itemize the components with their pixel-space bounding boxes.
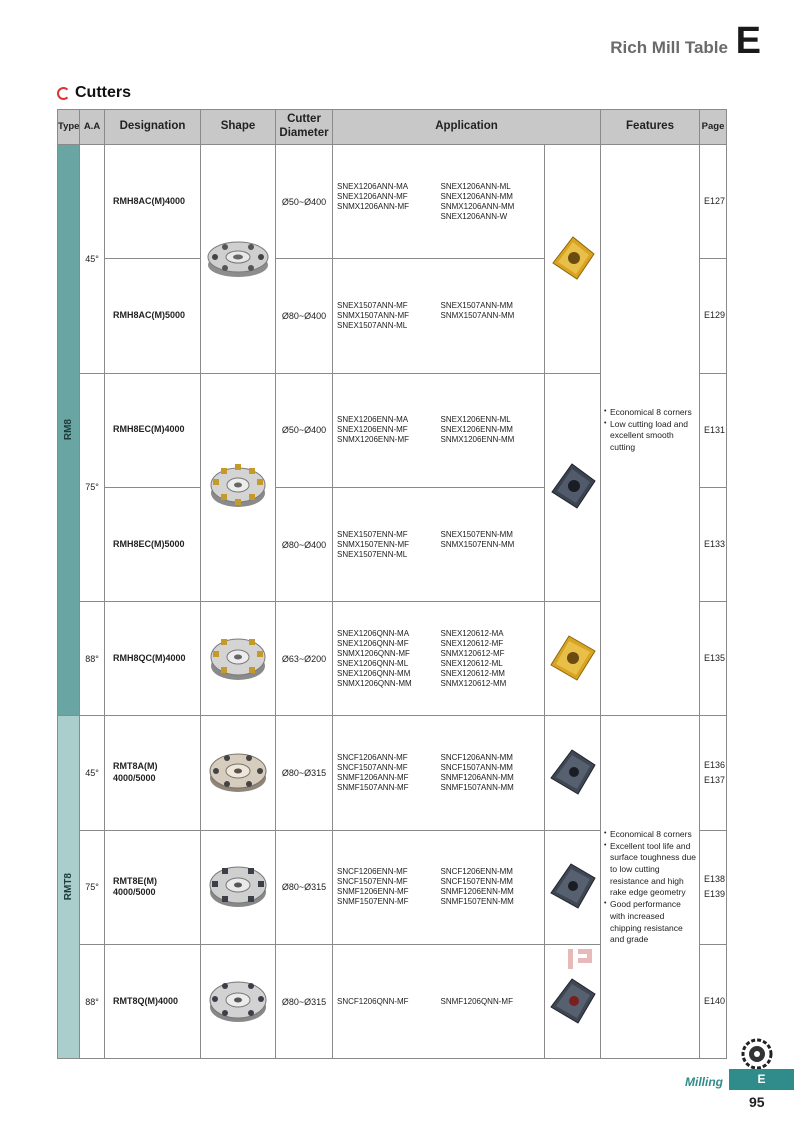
application-cell xyxy=(333,830,545,944)
circular-arrow-icon xyxy=(57,87,70,100)
insert-list-right: SNEX1507ENN-MM SNMX1507ENN-MM xyxy=(440,529,515,549)
page-reference: E127 xyxy=(700,145,727,259)
insert-list-left: SNEX1206ENN-MA SNEX1206ENN-MF SNMX1206ENN-MF xyxy=(337,415,410,445)
features-cell-rmt8 xyxy=(601,716,700,1059)
application-cell xyxy=(333,259,545,373)
type-label-rm8: RM8 xyxy=(63,418,74,440)
insert-image xyxy=(545,716,601,830)
application-cell xyxy=(333,373,545,487)
page-reference: E131 xyxy=(700,373,727,487)
footer-section-name: Milling xyxy=(685,1075,723,1089)
insert-list-right: SNEX120612-MA SNEX120612-MF SNMX120612-MF SNEX120612-ML SNEX120612-MM SNMX120612-MM xyxy=(440,628,507,688)
face-mill-cutter-icon xyxy=(207,459,269,513)
page-reference: E138 E139 xyxy=(700,830,727,944)
face-mill-cutter-icon xyxy=(207,630,269,686)
table-row xyxy=(58,716,727,830)
approach-angle: 45° xyxy=(80,145,105,374)
section-title: Cutters xyxy=(75,84,132,101)
cutter-diameter: Ø50~Ø400 xyxy=(276,373,333,487)
designation: RMH8QC(M)4000 xyxy=(105,602,201,716)
feature-item: • Low cutting load and excellent smooth cutting xyxy=(604,419,696,454)
insert-list-right: SNEX1206ENN-ML SNEX1206ENN-MM SNMX1206ENN-MM xyxy=(440,415,515,445)
dark-square-insert-icon xyxy=(548,461,598,511)
insert-list-left: SNCF1206QNN-MF xyxy=(337,996,409,1006)
application-cell xyxy=(333,487,545,601)
page-reference: E129 xyxy=(700,259,727,373)
application-cell xyxy=(333,602,545,716)
watermark xyxy=(564,946,604,977)
cutter-shape-image xyxy=(201,602,276,716)
cutter-diameter: Ø80~Ø400 xyxy=(276,487,333,601)
watermark-logo xyxy=(564,946,604,972)
approach-angle: 45° xyxy=(80,716,105,830)
page-number: 95 xyxy=(749,1094,765,1110)
dark-square-insert-icon xyxy=(548,976,598,1026)
cutter-diameter: Ø80~Ø315 xyxy=(276,830,333,944)
page-reference: E140 xyxy=(700,945,727,1059)
type-cell-rmt8 xyxy=(58,716,80,1059)
milling-cutter-icon xyxy=(741,1038,773,1070)
section-heading xyxy=(57,84,131,102)
cutter-diameter: Ø80~Ø400 xyxy=(276,259,333,373)
cutter-diameter: Ø80~Ø315 xyxy=(276,716,333,830)
cutter-shape-image xyxy=(201,716,276,830)
type-label-rmt8: RMT8 xyxy=(63,872,74,901)
insert-image xyxy=(545,145,601,374)
insert-list-right: SNMF1206QNN-MF xyxy=(440,996,513,1006)
dark-square-insert-icon xyxy=(548,861,598,911)
feature-item: • Excellent tool life and surface toughness due to low cutting resistance and high rake edge geometry xyxy=(604,841,696,900)
cutter-shape-image xyxy=(201,945,276,1059)
col-page: Page xyxy=(700,110,727,145)
designation: RMT8E(M) 4000/5000 xyxy=(105,830,201,944)
page-header-title: Rich Mill Table xyxy=(610,38,728,57)
insert-image xyxy=(545,373,601,602)
insert-list-left: SNCF1206ENN-MF SNCF1507ENN-MF SNMF1206ENN-MF SNMF1507ENN-MF xyxy=(337,867,409,907)
cutter-diameter: Ø50~Ø400 xyxy=(276,145,333,259)
face-mill-cutter-icon xyxy=(207,861,269,911)
feature-item: • Economical 8 corners xyxy=(604,407,696,419)
footer-section-tab: E xyxy=(729,1069,794,1090)
face-mill-cutter-icon xyxy=(205,235,271,281)
insert-list-left: SNEX1507ANN-MF SNMX1507ANN-MF SNEX1507ANN-ML xyxy=(337,300,410,330)
cutters-table xyxy=(57,109,727,1059)
insert-list-left: SNEX1206ANN-MA SNEX1206ANN-MF SNMX1206ANN-MF xyxy=(337,181,410,211)
feature-item: • Good performance with increased chipping resistance and grade xyxy=(604,899,696,946)
features-cell-rm8 xyxy=(601,145,700,716)
designation: RMH8EC(M)4000 xyxy=(105,373,201,487)
cutter-diameter: Ø63~Ø200 xyxy=(276,602,333,716)
approach-angle: 88° xyxy=(80,945,105,1059)
col-aa: A.A xyxy=(80,110,105,145)
col-designation: Designation xyxy=(105,110,201,145)
cutter-diameter: Ø80~Ø315 xyxy=(276,945,333,1059)
insert-list-right: SNCF1206ENN-MM SNCF1507ENN-MM SNMF1206ENN-MM SNMF1507ENN-MM xyxy=(440,867,514,907)
approach-angle: 75° xyxy=(80,373,105,602)
cutter-shape-image xyxy=(201,145,276,374)
application-cell xyxy=(333,945,545,1059)
designation: RMT8A(M) 4000/5000 xyxy=(105,716,201,830)
page-reference: E136 E137 xyxy=(700,716,727,830)
section-letter: E xyxy=(735,20,761,62)
col-application: Application xyxy=(333,110,601,145)
designation: RMH8EC(M)5000 xyxy=(105,487,201,601)
approach-angle: 88° xyxy=(80,602,105,716)
type-cell-rm8 xyxy=(58,145,80,716)
designation: RMH8AC(M)5000 xyxy=(105,259,201,373)
designation: RMT8Q(M)4000 xyxy=(105,945,201,1059)
insert-image xyxy=(545,830,601,944)
gold-square-insert-icon xyxy=(549,234,597,282)
face-mill-cutter-icon xyxy=(207,749,269,795)
table-row xyxy=(58,145,727,259)
insert-list-left: SNEX1507ENN-MF SNMX1507ENN-MF SNEX1507ENN-ML xyxy=(337,529,410,559)
col-cutter-diameter: Cutter Diameter xyxy=(276,110,333,145)
application-cell xyxy=(333,716,545,830)
insert-list-right: SNCF1206ANN-MM SNCF1507ANN-MM SNMF1206ANN-MM SNMF1507ANN-MM xyxy=(440,753,514,793)
insert-list-left: SNEX1206QNN-MA SNEX1206QNN-MF SNMX1206QNN-MF SNEX1206QNN-ML SNEX1206QNN-MM SNMX1206QNN-MM xyxy=(337,628,412,688)
col-shape: Shape xyxy=(201,110,276,145)
cutter-shape-image xyxy=(201,830,276,944)
insert-list-right: SNEX1206ANN-ML SNEX1206ANN-MM SNMX1206ANN-MM SNEX1206ANN-W xyxy=(440,181,515,221)
table-header-row xyxy=(58,110,727,145)
insert-list-right: SNEX1507ANN-MM SNMX1507ANN-MM xyxy=(440,300,515,320)
col-type: Type xyxy=(58,110,80,145)
page-reference: E135 xyxy=(700,602,727,716)
dark-square-insert-icon xyxy=(548,747,598,797)
cutter-shape-image xyxy=(201,373,276,602)
insert-image xyxy=(545,602,601,716)
insert-list-left: SNCF1206ANN-MF SNCF1507ANN-MF SNMF1206ANN-MF SNMF1507ANN-MF xyxy=(337,753,409,793)
page-reference: E133 xyxy=(700,487,727,601)
col-features: Features xyxy=(601,110,700,145)
face-mill-cutter-icon xyxy=(207,976,269,1026)
designation: RMH8AC(M)4000 xyxy=(105,145,201,259)
application-cell xyxy=(333,145,545,259)
gold-square-insert-icon xyxy=(547,633,599,683)
approach-angle: 75° xyxy=(80,830,105,944)
feature-item: • Economical 8 corners xyxy=(604,829,696,841)
